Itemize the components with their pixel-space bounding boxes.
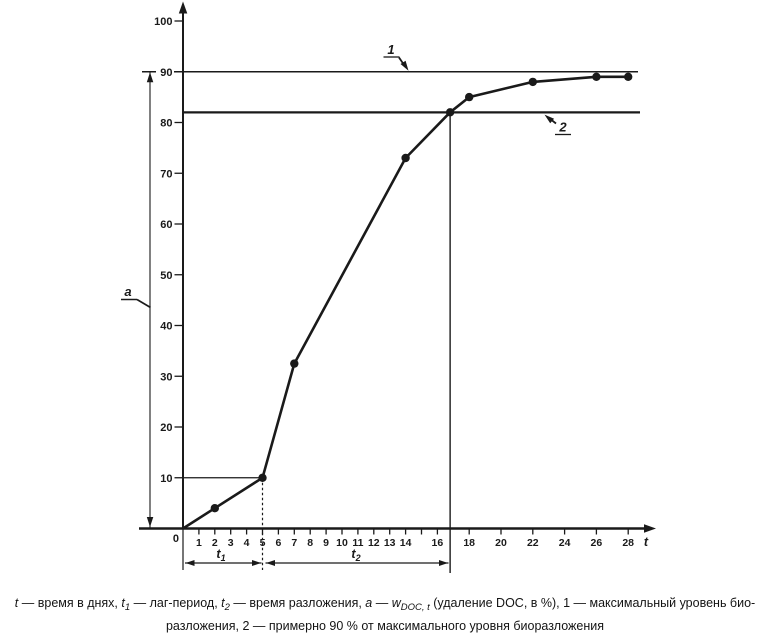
x-tick-label-14: 14 (399, 537, 412, 549)
x-tick-label-8: 8 (307, 537, 314, 549)
x-tick-label-18: 18 (463, 537, 476, 549)
caption-line-2 (0, 617, 770, 635)
y-tick-label-70: 70 (160, 168, 173, 181)
y-axis-arrow (179, 2, 188, 14)
y-tick-label-100: 100 (154, 16, 173, 28)
x-tick-label-9: 9 (323, 537, 330, 549)
x-tick-label-16: 16 (431, 537, 444, 549)
t2-label: $t_2$ (351, 547, 361, 563)
data-point-7 (592, 73, 600, 81)
biodegradation-curve (183, 77, 628, 529)
y-tick-label-30: 30 (160, 371, 173, 384)
t1-label: $t_1$ (216, 547, 226, 563)
t1-arrow-left (186, 560, 195, 566)
caption-segment: 1 (124, 602, 131, 613)
caption-segment: t (14, 596, 19, 610)
y-tick-label-80: 80 (160, 117, 173, 130)
y-tick-label-20: 20 (160, 422, 173, 434)
data-point-2 (290, 359, 298, 367)
a-dimension-arrow-down (147, 517, 154, 527)
y-tick-label-10: 10 (160, 472, 173, 485)
caption-segment: разложения, 2 — примерно 90 % от максимального уровня биоразложения (165, 619, 605, 633)
t2-arrow-right (439, 560, 448, 566)
caption-segment: w (391, 596, 401, 610)
data-point-4 (446, 108, 454, 116)
data-point-5 (465, 93, 473, 101)
caption-segment: t (221, 596, 225, 610)
x-tick-label-6: 6 (275, 537, 282, 549)
a-dimension-arrow-up (147, 72, 154, 82)
x-tick-label-1: 1 (195, 537, 202, 549)
caption-line-1 (0, 594, 770, 617)
data-point-6 (529, 78, 537, 86)
t1-arrow-right (252, 560, 261, 566)
x-tick-label-12: 12 (367, 537, 380, 549)
origin-label: 0 (172, 533, 179, 545)
data-point-1 (258, 474, 266, 482)
x-tick-label-2: 2 (211, 537, 218, 549)
x-tick-label-13: 13 (383, 537, 396, 549)
x-tick-label-24: 24 (558, 537, 571, 549)
caption-segment: a (365, 596, 373, 610)
x-axis-arrow (644, 524, 656, 533)
figure-caption (0, 594, 770, 635)
x-tick-label-4: 4 (243, 537, 250, 549)
y-tick-label-60: 60 (160, 219, 173, 231)
x-tick-label-28: 28 (622, 537, 635, 549)
data-point-8 (624, 73, 632, 81)
caption-segment: (удаление DOC, в %), 1 — максимальный уровень био- (429, 596, 756, 610)
x-tick-label-5: 5 (259, 537, 266, 549)
x-axis-label: t (643, 535, 649, 549)
y-tick-label-40: 40 (160, 320, 173, 333)
x-tick-label-10: 10 (336, 537, 348, 549)
x-tick-label-20: 20 (495, 537, 507, 549)
x-tick-label-22: 22 (526, 537, 539, 549)
caption-segment: 2 (224, 602, 230, 613)
x-tick-label-11: 11 (352, 537, 364, 549)
caption-segment: — (372, 596, 392, 610)
t2-arrow-left (266, 560, 275, 566)
ref-label-1: 1 (387, 42, 395, 57)
caption-segment: DOC, t (400, 602, 430, 613)
y-tick-label-50: 50 (160, 269, 173, 282)
ref-label-2: 2 (559, 119, 567, 135)
caption-segment: — время в днях, (18, 596, 122, 610)
caption-segment: — лаг-период, (130, 596, 222, 610)
data-point-0 (211, 504, 219, 512)
a-label-leader (137, 300, 151, 308)
caption-segment: t (121, 596, 125, 610)
x-tick-label-7: 7 (291, 537, 298, 549)
y-axis-label: a (124, 284, 132, 299)
caption-segment: — время разложения, (229, 596, 366, 610)
data-point-3 (401, 154, 409, 162)
x-tick-label-26: 26 (590, 537, 603, 549)
y-tick-label-90: 90 (160, 66, 173, 79)
x-tick-label-3: 3 (227, 537, 234, 549)
